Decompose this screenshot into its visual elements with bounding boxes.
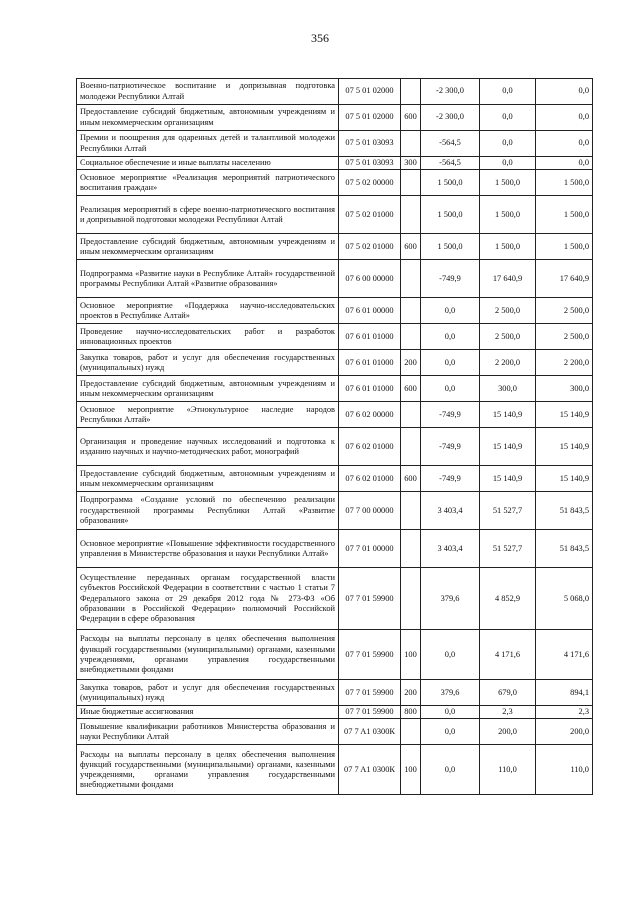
table-row — [77, 630, 593, 680]
row-value-2: 200,0 — [480, 719, 536, 745]
row-code: 07 6 01 01000 — [339, 376, 401, 402]
table-row — [77, 234, 593, 260]
row-value-2: 1 500,0 — [480, 196, 536, 234]
row-value-1: 0,0 — [421, 298, 480, 324]
budget-table — [76, 78, 593, 795]
row-name: Основное мероприятие «Этнокультурное наследие народов Республики Алтай» — [77, 402, 339, 428]
row-code: 07 6 02 01000 — [339, 428, 401, 466]
table-row — [77, 492, 593, 530]
row-value-1: -2 300,0 — [421, 105, 480, 131]
row-value-3: 15 140,9 — [536, 402, 593, 428]
row-value-3: 2 500,0 — [536, 298, 593, 324]
table-row — [77, 428, 593, 466]
table-row — [77, 350, 593, 376]
table-row — [77, 157, 593, 170]
row-code: 07 7 A1 0300К — [339, 719, 401, 745]
row-code: 07 6 02 00000 — [339, 402, 401, 428]
table-row — [77, 298, 593, 324]
table-row — [77, 131, 593, 157]
row-value-1: 1 500,0 — [421, 234, 480, 260]
row-expense-type: 200 — [401, 680, 421, 706]
row-value-3: 0,0 — [536, 79, 593, 105]
row-value-3: 1 500,0 — [536, 234, 593, 260]
table-row — [77, 402, 593, 428]
row-value-2: 300,0 — [480, 376, 536, 402]
table-row — [77, 719, 593, 745]
row-value-3: 4 171,6 — [536, 630, 593, 680]
row-code: 07 5 01 03093 — [339, 157, 401, 170]
budget-table-body — [77, 79, 593, 795]
row-expense-type: 600 — [401, 234, 421, 260]
table-row — [77, 79, 593, 105]
row-value-1: 379,6 — [421, 680, 480, 706]
row-name: Повышение квалификации работников Министерства образования и науки Республики Алтай — [77, 719, 339, 745]
table-row — [77, 568, 593, 630]
row-value-2: 51 527,7 — [480, 530, 536, 568]
row-code: 07 5 01 02000 — [339, 105, 401, 131]
row-value-1: 1 500,0 — [421, 170, 480, 196]
row-expense-type — [401, 170, 421, 196]
row-value-1: 0,0 — [421, 706, 480, 719]
row-code: 07 7 01 59900 — [339, 568, 401, 630]
row-value-2: 1 500,0 — [480, 170, 536, 196]
row-value-3: 894,1 — [536, 680, 593, 706]
row-value-2: 2 200,0 — [480, 350, 536, 376]
table-row — [77, 530, 593, 568]
row-value-3: 110,0 — [536, 745, 593, 795]
table-row — [77, 105, 593, 131]
row-code: 07 5 01 03093 — [339, 131, 401, 157]
table-row — [77, 745, 593, 795]
row-code: 07 6 00 00000 — [339, 260, 401, 298]
row-value-1: 0,0 — [421, 324, 480, 350]
row-code: 07 6 01 01000 — [339, 324, 401, 350]
row-value-3: 17 640,9 — [536, 260, 593, 298]
row-expense-type — [401, 530, 421, 568]
row-value-2: 1 500,0 — [480, 234, 536, 260]
row-expense-type: 600 — [401, 466, 421, 492]
row-name: Военно-патриотическое воспитание и допризывная подготовка молодежи Республики Алтай — [77, 79, 339, 105]
row-value-3: 200,0 — [536, 719, 593, 745]
row-value-1: 3 403,4 — [421, 530, 480, 568]
row-value-1: 0,0 — [421, 350, 480, 376]
page-number: 356 — [311, 31, 329, 45]
row-code: 07 7 01 00000 — [339, 530, 401, 568]
row-value-3: 1 500,0 — [536, 170, 593, 196]
row-code: 07 7 01 59900 — [339, 706, 401, 719]
row-value-2: 0,0 — [480, 79, 536, 105]
row-code: 07 5 01 02000 — [339, 79, 401, 105]
row-code: 07 5 02 01000 — [339, 196, 401, 234]
row-value-2: 15 140,9 — [480, 402, 536, 428]
row-expense-type: 100 — [401, 745, 421, 795]
row-value-3: 15 140,9 — [536, 466, 593, 492]
row-value-1: -749,9 — [421, 402, 480, 428]
row-name: Реализация мероприятий в сфере военно-патриотического воспитания и допризывной подготовки молодежи Республики Алтай — [77, 196, 339, 234]
row-value-2: 2 500,0 — [480, 324, 536, 350]
row-expense-type — [401, 492, 421, 530]
row-value-1: 0,0 — [421, 719, 480, 745]
row-value-2: 0,0 — [480, 131, 536, 157]
row-expense-type — [401, 131, 421, 157]
row-name: Подпрограмма «Развитие науки в Республике Алтай» государственной программы Республики Алтай «Развитие образования» — [77, 260, 339, 298]
table-row — [77, 466, 593, 492]
row-expense-type — [401, 260, 421, 298]
row-value-2: 110,0 — [480, 745, 536, 795]
row-name: Закупка товаров, работ и услуг для обеспечения государственных (муниципальных) нужд — [77, 350, 339, 376]
row-value-2: 4 852,9 — [480, 568, 536, 630]
row-expense-type — [401, 324, 421, 350]
row-value-2: 0,0 — [480, 157, 536, 170]
row-name: Премии и поощрения для одаренных детей и талантливой молодежи Республики Алтай — [77, 131, 339, 157]
row-code: 07 6 02 01000 — [339, 466, 401, 492]
row-code: 07 6 01 01000 — [339, 350, 401, 376]
row-name: Организация и проведение научных исследований и подготовка к изданию научных и научно-методических работ, монографий — [77, 428, 339, 466]
row-value-1: 1 500,0 — [421, 196, 480, 234]
row-value-1: 379,6 — [421, 568, 480, 630]
row-name: Основное мероприятие «Повышение эффективности государственного управления в Министерстве образования и науки Республики Алтай» — [77, 530, 339, 568]
table-row — [77, 260, 593, 298]
row-value-1: 0,0 — [421, 630, 480, 680]
row-value-3: 51 843,5 — [536, 492, 593, 530]
row-name: Закупка товаров, работ и услуг для обеспечения государственных (муниципальных) нужд — [77, 680, 339, 706]
row-name: Расходы на выплаты персоналу в целях обеспечения выполнения функций государственными (муниципальными) органами, казенными учреждениями, органами управления государственными внебюджетными фондами — [77, 630, 339, 680]
row-value-1: -749,9 — [421, 466, 480, 492]
row-expense-type — [401, 428, 421, 466]
row-value-1: 3 403,4 — [421, 492, 480, 530]
row-value-2: 2,3 — [480, 706, 536, 719]
row-code: 07 7 A1 0300К — [339, 745, 401, 795]
row-value-2: 15 140,9 — [480, 428, 536, 466]
row-expense-type — [401, 568, 421, 630]
row-expense-type — [401, 298, 421, 324]
row-code: 07 5 02 00000 — [339, 170, 401, 196]
row-value-1: -564,5 — [421, 131, 480, 157]
row-value-2: 2 500,0 — [480, 298, 536, 324]
table-row — [77, 196, 593, 234]
row-expense-type: 300 — [401, 157, 421, 170]
row-value-1: 0,0 — [421, 745, 480, 795]
row-expense-type — [401, 196, 421, 234]
row-name: Основное мероприятие «Реализация мероприятий патриотического воспитания граждан» — [77, 170, 339, 196]
row-expense-type: 800 — [401, 706, 421, 719]
row-expense-type: 600 — [401, 376, 421, 402]
row-name: Расходы на выплаты персоналу в целях обеспечения выполнения функций государственными (муниципальными) органами, казенными учреждениями, органами управления государственными внебюджетными фондами — [77, 745, 339, 795]
row-expense-type: 200 — [401, 350, 421, 376]
row-value-1: -749,9 — [421, 428, 480, 466]
row-name: Подпрограмма «Создание условий по обеспечению реализации государственной программы Республики Алтай «Развитие образования» — [77, 492, 339, 530]
table-row — [77, 170, 593, 196]
row-value-1: -749,9 — [421, 260, 480, 298]
table-row — [77, 376, 593, 402]
row-code: 07 7 01 59900 — [339, 680, 401, 706]
table-row — [77, 680, 593, 706]
row-name: Проведение научно-исследовательских работ и разработок инновационных проектов — [77, 324, 339, 350]
row-value-1: -2 300,0 — [421, 79, 480, 105]
table-row — [77, 324, 593, 350]
row-value-2: 15 140,9 — [480, 466, 536, 492]
row-value-3: 0,0 — [536, 131, 593, 157]
row-value-3: 0,0 — [536, 105, 593, 131]
row-value-3: 2 500,0 — [536, 324, 593, 350]
row-expense-type — [401, 719, 421, 745]
row-expense-type: 600 — [401, 105, 421, 131]
row-value-3: 5 068,0 — [536, 568, 593, 630]
row-value-3: 15 140,9 — [536, 428, 593, 466]
row-value-3: 1 500,0 — [536, 196, 593, 234]
row-code: 07 7 01 59900 — [339, 630, 401, 680]
row-value-2: 0,0 — [480, 105, 536, 131]
row-name: Осуществление переданных органам государственной власти субъектов Российской Федерации в соответствии с частью 1 статьи 7 Федерального закона от 29 декабря 2012 года № 273-ФЗ «Об образовании в Российской Федерации» полномочий Российской Федерации в сфере образования — [77, 568, 339, 630]
row-value-3: 2,3 — [536, 706, 593, 719]
row-name: Предоставление субсидий бюджетным, автономным учреждениям и иным некоммерческим организациям — [77, 105, 339, 131]
row-name: Предоставление субсидий бюджетным, автономным учреждениям и иным некоммерческим организациям — [77, 466, 339, 492]
row-name: Основное мероприятие «Поддержка научно-исследовательских проектов в Республике Алтай» — [77, 298, 339, 324]
row-value-3: 2 200,0 — [536, 350, 593, 376]
row-name: Предоставление субсидий бюджетным, автономным учреждениям и иным некоммерческим организациям — [77, 376, 339, 402]
row-expense-type: 100 — [401, 630, 421, 680]
row-name: Иные бюджетные ассигнования — [77, 706, 339, 719]
row-name: Социальное обеспечение и иные выплаты населению — [77, 157, 339, 170]
row-value-3: 51 843,5 — [536, 530, 593, 568]
row-name: Предоставление субсидий бюджетным, автономным учреждениям и иным некоммерческим организациям — [77, 234, 339, 260]
row-expense-type — [401, 79, 421, 105]
row-value-2: 4 171,6 — [480, 630, 536, 680]
row-value-2: 51 527,7 — [480, 492, 536, 530]
row-code: 07 5 02 01000 — [339, 234, 401, 260]
row-value-3: 300,0 — [536, 376, 593, 402]
row-code: 07 6 01 00000 — [339, 298, 401, 324]
row-value-2: 679,0 — [480, 680, 536, 706]
row-code: 07 7 00 00000 — [339, 492, 401, 530]
table-row — [77, 706, 593, 719]
row-value-1: -564,5 — [421, 157, 480, 170]
row-value-2: 17 640,9 — [480, 260, 536, 298]
row-expense-type — [401, 402, 421, 428]
row-value-3: 0,0 — [536, 157, 593, 170]
row-value-1: 0,0 — [421, 376, 480, 402]
